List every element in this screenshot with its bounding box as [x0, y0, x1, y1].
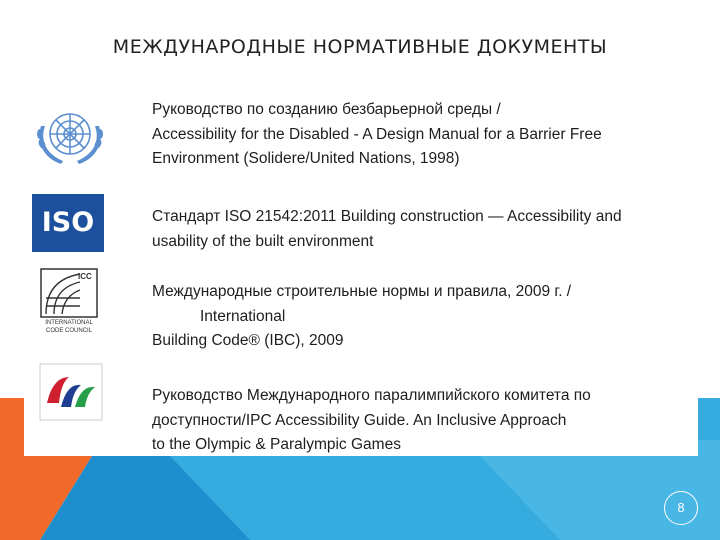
icc-caption-line-2: CODE COUNCIL — [45, 328, 92, 334]
entry-line: Accessibility for the Disabled - A Design Manual for a Barrier Free — [152, 125, 602, 143]
entry-line: Международные строительные нормы и правила, 2009 г. / — [152, 283, 572, 300]
entry-line: Building Code® (IBC), 2009 — [152, 332, 344, 349]
page-number-badge: 8 — [664, 491, 698, 525]
icc-logo — [40, 268, 98, 342]
entry-line: доступности/IPC Accessibility Guide. An Inclusive Approach — [152, 411, 567, 429]
entry-line: Стандарт ISO 21542:2011 Building construction — Accessibility and — [152, 208, 622, 225]
entry-line: to the Olympic & Paralympic Games — [152, 436, 401, 453]
icc-logo-text: ICC — [78, 272, 92, 281]
un-emblem-icon — [31, 104, 109, 172]
document-entry-icc — [152, 280, 697, 354]
entry-line: Руководство по созданию безбарьерной среды / — [152, 101, 501, 118]
icc-caption-line-1: INTERNATIONAL — [45, 320, 93, 326]
entry-line: usability of the built environment — [152, 232, 374, 250]
iso-logo-text: ISO — [41, 207, 95, 238]
entry-line: Руководство Международного паралимпийского комитета по — [152, 387, 591, 404]
document-entry-iso — [152, 205, 697, 254]
document-entry-un — [152, 98, 697, 172]
entry-line: International — [200, 307, 286, 325]
entry-line: Environment (Solidere/United Nations, 1998) — [152, 150, 460, 167]
page-title: МЕЖДУНАРОДНЫЕ НОРМАТИВНЫЕ ДОКУМЕНТЫ — [112, 36, 608, 58]
iso-logo — [32, 194, 104, 252]
paralympic-agitos-icon — [39, 363, 103, 421]
document-entry-ipc — [152, 384, 697, 458]
